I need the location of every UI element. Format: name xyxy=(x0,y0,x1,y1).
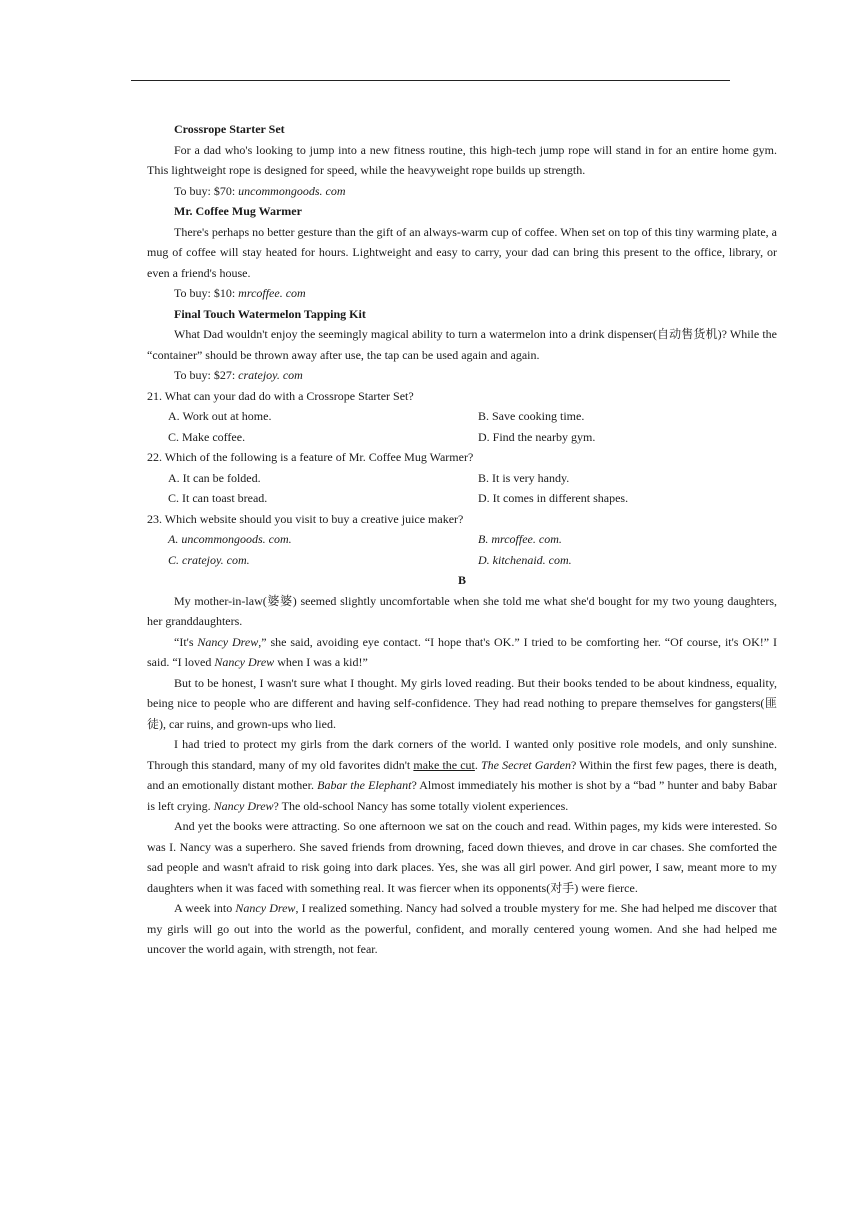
item-heading-mug-warmer: Mr. Coffee Mug Warmer xyxy=(174,204,302,218)
option-c: C. cratejoy. com. xyxy=(168,552,250,567)
passage-b-paragraph-5: And yet the books were attracting. So one afternoon we sat on the couch and read. Within pages, my kids were interested. So was I. Nancy was a superhero. She saved friends from drowning, faced down thieves, and drove in car chases. She comforted the sad people and wasn't afraid to risk going into dark places. Yes, she was all girl power. And girl power, I saw, meant more to my daughters when it was faced with something real. It was fiercer when its opponents(对手) were fierce. xyxy=(147,819,777,895)
question-23: 23. Which website should you visit to buy a creative juice maker? xyxy=(147,511,464,526)
buy-site: mrcoffee. com xyxy=(238,286,306,300)
option-d: D. kitchenaid. com. xyxy=(478,552,572,567)
question-22-options xyxy=(147,468,777,509)
passage-b-paragraph-4: I had tried to protect my girls from the dark corners of the world. I wanted only positive role models, and only sunshine. Through this standard, many of my old favorites didn't make the cut. The Secret Garden? Within the first few pages, there is death, and an emotionally distant mother. Babar the Elephant? Almost immediately his mother is shot by a “bad ” hunter and baby Babar is left crying. Nancy Drew? The old-school Nancy has some totally violent experiences. xyxy=(147,737,778,813)
option-a: A. It can be folded. xyxy=(168,470,261,485)
option-b: B. It is very handy. xyxy=(478,470,570,485)
item-buy-watermelon-kit: To buy: $27: cratejoy. com xyxy=(174,368,303,382)
option-b: B. Save cooking time. xyxy=(478,409,585,423)
question-21-options xyxy=(147,406,777,447)
book-title: Nancy Drew xyxy=(235,901,296,915)
item-buy-crossrope: To buy: $70: uncommongoods. com xyxy=(174,183,346,198)
item-desc-mug-warmer: There's perhaps no better gesture than the gift of an always-warm cup of coffee. When set on top of this tiny warming plate, a mug of coffee will stay heated for hours. Lightweight and easy to carry, your dad can bring this present to the office, library, or even a friend's house. xyxy=(147,224,777,280)
buy-site: cratejoy. com xyxy=(238,368,303,382)
buy-site: uncommongoods. com xyxy=(238,183,346,198)
option-a: A. Work out at home. xyxy=(168,409,272,423)
option-c: C. It can toast bread. xyxy=(168,491,268,505)
passage-b-paragraph-1: My mother-in-law(婆婆) seemed slightly uncomfortable when she told me what she'd bought for my two young daughters, her granddaughters. xyxy=(147,593,777,628)
book-title: The Secret Garden xyxy=(481,757,571,772)
book-title: Babar the Elephant xyxy=(317,778,412,792)
header-rule xyxy=(131,80,730,81)
item-desc-watermelon-kit: What Dad wouldn't enjoy the seemingly magical ability to turn a watermelon into a drink dispenser(自动售货机)? While the “container” should be thrown away after use, the tap can be used again and again. xyxy=(147,327,777,362)
passage-b-paragraph-2: “It's Nancy Drew,” she said, avoiding eye contact. “I hope that's OK.” I tried to be comforting her. “Of course, it's OK!” I said. “I loved Nancy Drew when I was a kid!” xyxy=(147,634,777,669)
item-heading-crossrope: Crossrope Starter Set xyxy=(174,122,285,136)
question-22: 22. Which of the following is a feature of Mr. Coffee Mug Warmer? xyxy=(147,450,474,464)
option-d: D. It comes in different shapes. xyxy=(478,491,629,505)
book-title: Nancy Drew xyxy=(213,798,274,813)
option-b: B. mrcoffee. com. xyxy=(478,532,562,546)
passage-b-paragraph-3: But to be honest, I wasn't sure what I thought. My girls loved reading. But their books tended to be about kindness, equality, being nice to people who are different and having self-confidence. They had read nothing to prepare themselves for gangsters(匪徒), car ruins, and grown-ups who lied. xyxy=(147,675,777,731)
option-c: C. Make coffee. xyxy=(168,429,246,444)
question-23-options xyxy=(147,529,777,570)
exam-page xyxy=(147,119,777,960)
book-title: Nancy Drew xyxy=(214,655,275,669)
item-heading-watermelon-kit: Final Touch Watermelon Tapping Kit xyxy=(174,306,366,321)
section-b-label: B xyxy=(457,573,466,587)
passage-b-paragraph-6: A week into Nancy Drew, I realized something. Nancy had solved a trouble mystery for me. She had helped me discover that my girls will go out into the world as the powerful, confident, and morally centered young women. And she had helped me uncover the world again, with strength, not fear. xyxy=(147,901,778,956)
option-d: D. Find the nearby gym. xyxy=(478,429,596,444)
underlined-phrase: make the cut xyxy=(413,757,475,772)
item-desc-crossrope: For a dad who's looking to jump into a new fitness routine, this high-tech jump rope will stand in for an entire home gym. This lightweight rope is designed for speed, while the heavyweight rope builds up strength. xyxy=(147,142,777,177)
option-a: A. uncommongoods. com. xyxy=(168,532,292,546)
item-buy-mug-warmer: To buy: $10: mrcoffee. com xyxy=(174,286,306,300)
question-21: 21. What can your dad do with a Crossrope Starter Set? xyxy=(147,388,414,403)
book-title: Nancy Drew xyxy=(197,634,259,649)
